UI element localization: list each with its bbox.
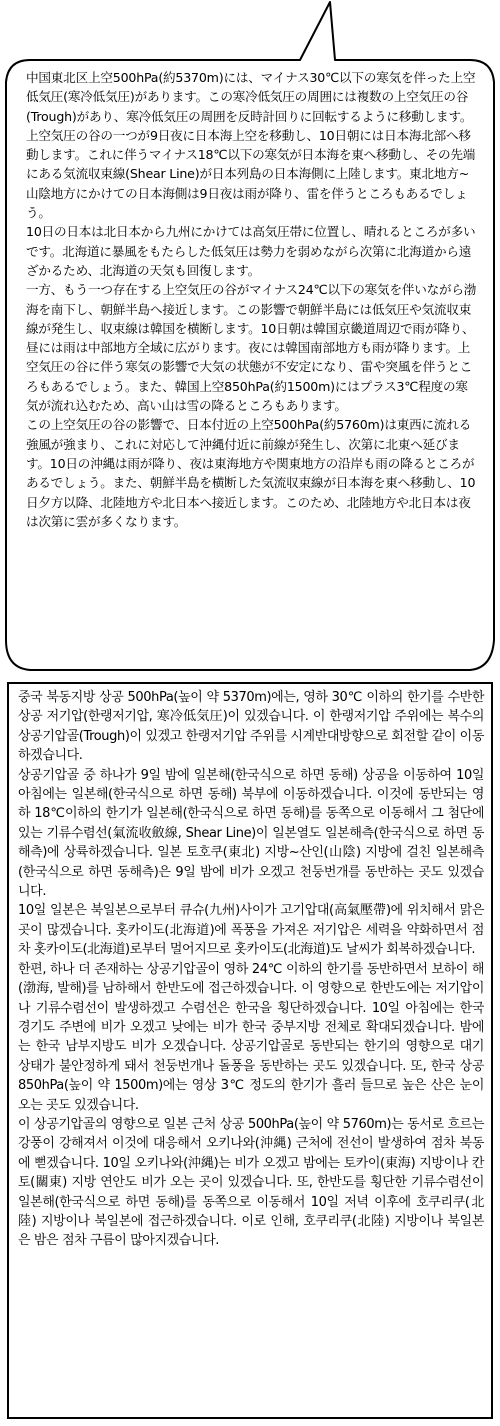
kr-paragraph: 한편, 하나 더 존재하는 상공기압골이 영하 24℃ 이하의 한기를 동반하면서 보하이 해(渤海, 발해)를 남하해서 한반도에 접근하겠습니다. 이 영향으로 한반도에는 저기압이나 기류수렴선이 발생하겠고 수렴선은 한국을 횡단하겠습니다. 10일 아침에는 한국 경기도 주변에 비가 오겠고 낮에는 비가 한국 중부지방 전체로 확대되겠습니다. 밤에는 한국 남부지방도 비가 오겠습니다. 상공기압골로 동반되는 한기의 영향으로 대기 상태가 불안정하게 돼서 천둥번개나 돌풍을 동반하는 곳도 있겠습니다. 또, 한국 상공 850hPa(높이 약 1500m)에는 영상 3℃ 정도의 한기가 흘러 들므로 높은 산은 눈이 오는 곳도 있겠습니다.: [18, 961, 484, 1113]
kr-paragraph: 중국 북동지방 상공 500hPa(높이 약 5370m)에는, 영하 30℃ 이하의 한기를 수반한 상공 저기압(한랭저기압, 寒冷低気圧)이 있겠습니다. 이 한랭저기압 주위에는 복수의 상공기압골(Trough)이 있겠고 한랭저기압 주위를 시계반대방향으로 회전할 같이 이동하겠습니다.: [18, 690, 484, 764]
jp-paragraph: この上空気圧の谷の影響で、日本付近の上空500hPa(約5760m)は東西に流れる強風が強まり、これに対応して沖縄付近に前線が発生し、次第に北東へ延びます。10日の沖縄は雨が降り、夜は東海地方や関東地方の沿岸も雨の降るところがあるでしょう。また、朝鮮半島を横断した気流収束線が日本海を東へ移動し、10日夕方以降、北陸地方や北日本へ接近します。このため、北陸地方や北日本は夜は次第に雲が多くなります。: [26, 417, 476, 529]
kr-paragraph: 10일 일본은 북일본으로부터 큐슈(九州)사이가 고기압대(高氣壓帶)에 위치해서 맑은 곳이 많겠습니다. 홋카이도(北海道)에 폭풍을 가져온 저기압은 세력을 약화하면서 점차 홋카이도(北海道)로부터 멀어지므로 홋카이도(北海道)도 날씨가 회복하겠습니다.: [18, 903, 484, 958]
korean-forecast-text: [18, 688, 484, 1251]
kr-paragraph: 이 상공기압골의 영향으로 일본 근처 상공 500hPa(높이 약 5760m)는 동서로 흐르는 강풍이 강해져서 이것에 대응해서 오키나와(沖縄) 근처에 전선이 발생하여 점차 북동에 뻗겠습니다. 10일 오키나와(沖縄)는 비가 오겠고 밤에는 토카이(東海) 지방이나 칸토(關東) 지방 연안도 비가 오는 곳이 있겠습니다. 또, 한반도를 횡단한 기류수렴선이 일본해(한국식으로 하면 동해)를 동쪽으로 이동해서 10일 저녁 이후에 호쿠리쿠(北陸) 지방이나 북일본에 접근하겠습니다. 이로 인해, 호쿠리쿠(北陸) 지방이나 북일본은 밤은 점차 구름이 많아지겠습니다.: [18, 1116, 484, 1249]
japanese-forecast-text: [26, 68, 478, 531]
jp-paragraph: 上空気圧の谷の一つが9日夜に日本海上空を移動し、10日朝には日本海北部へ移動します。これに伴うマイナス18℃以下の寒気が日本海を東へ移動し、その先端にある気流収束線(Shear Line)が日本列島の日本海側に上陸します。東北地方~山陰地方にかけての日本海側は9日夜は雨が降り、雷を伴うところもあるでしょう。: [26, 127, 476, 221]
jp-paragraph: 中国東北区上空500hPa(約5370m)には、マイナス30℃以下の寒気を伴った上空低気圧(寒冷低気圧)があります。この寒冷低気圧の周囲には複数の上空気圧の谷(Trough)があり、寒冷低気圧の周囲を反時計回りに回転するように移動します。: [26, 70, 476, 124]
jp-paragraph: 一方、もう一つ存在する上空気圧の谷がマイナス24℃以下の寒気を伴いながら渤海を南下し、朝鮮半島へ接近します。この影響で朝鮮半島には低気圧や気流収束線が発生し、収束線は韓国を横断します。10日朝は韓国京畿道周辺で雨が降り、昼には雨は中部地方全域に広がります。夜には韓国南部地方も雨が降ります。上空気圧の谷に伴う寒気の影響で大気の状態が不安定になり、雷や突風を伴うところもあるでしょう。また、韓国上空850hPa(約1500m)にはプラス3℃程度の寒気が流れ込むため、高い山は雪の降るところもあります。: [26, 282, 477, 414]
jp-paragraph: 10日の日本は北日本から九州にかけては高気圧帯に位置し、晴れるところが多いです。北海道に暴風をもたらした低気圧は勢力を弱めながら次第に北海道から遠ざかるため、北海道の天気も回復します。: [26, 224, 476, 278]
kr-paragraph: 상공기압골 중 하나가 9일 밤에 일본해(한국식으로 하면 동해) 상공을 이동하여 10일 아침에는 일본해(한국식으로 하면 동해) 북부에 이동하겠습니다. 이것에 동반되는 영하 18℃이하의 한기가 일본해(한국식으로 하면 동해)를 동쪽으로 이동해서 그 첨단에 있는 기류수렴선(氣流收斂線, Shear Line)이 일본열도 일본해측(한국식으로 하면 동해측)에 상륙하겠습니다. 일본 토호쿠(東北) 지방~산인(山陰) 지방에 걸친 일본해측(한국식으로 하면 동해측)은 9일 밤에 비가 오겠고 천둥번개를 동반하는 곳도 있겠습니다.: [18, 767, 484, 900]
